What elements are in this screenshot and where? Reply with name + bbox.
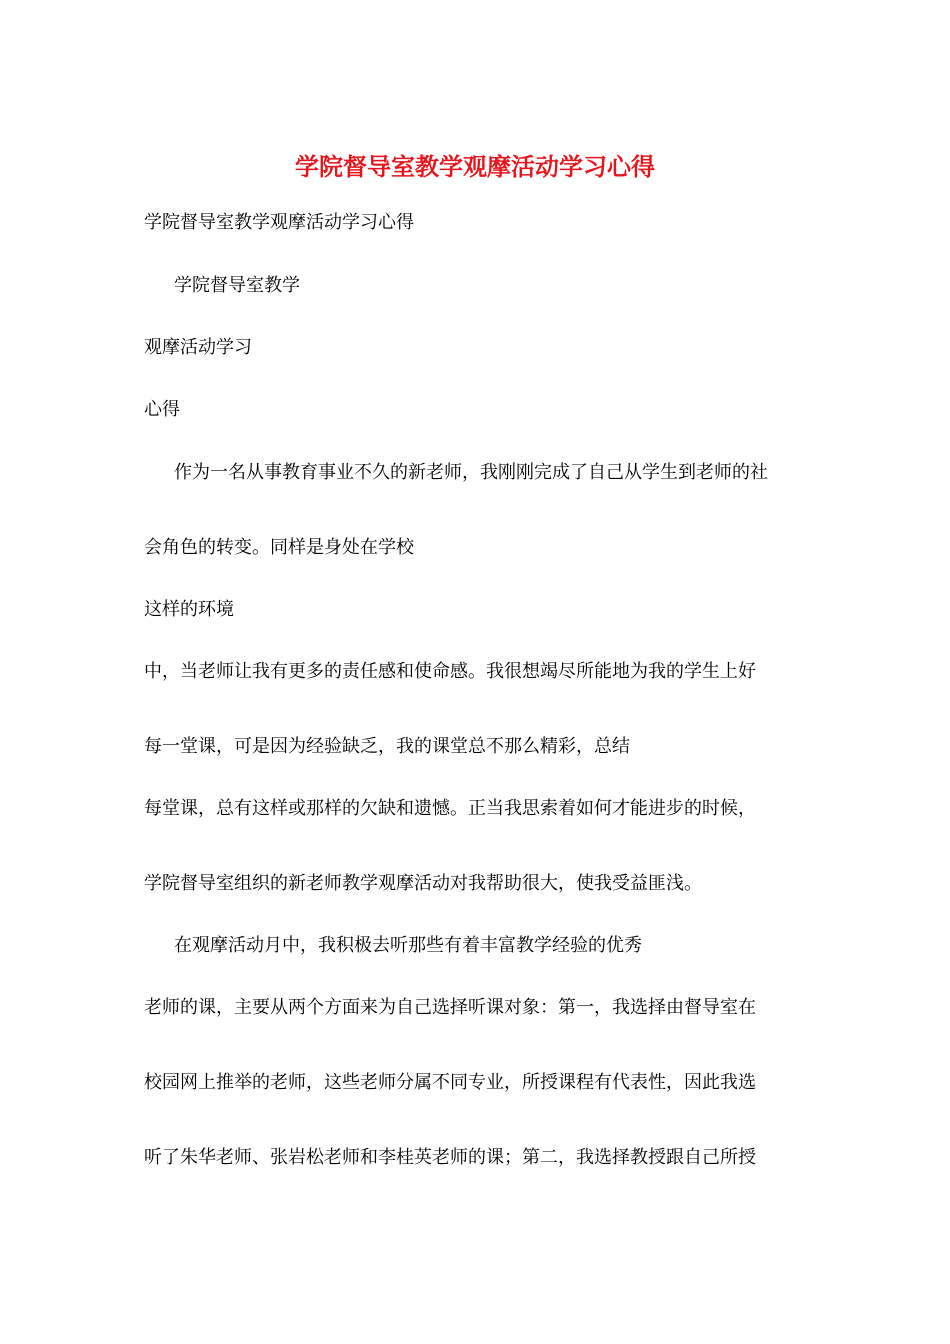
text-line: 这样的环境 (144, 599, 234, 620)
text-line: 学院督导室教学观摩活动学习心得 (144, 212, 414, 233)
text-line: 作为一名从事教育事业不久的新老师，我刚刚完成了自己从学生到老师的社 (174, 462, 768, 483)
text-line: 中，当老师让我有更多的责任感和使命感。我很想竭尽所能地为我的学生上好 (144, 661, 756, 682)
text-line: 在观摩活动月中，我积极去听那些有着丰富教学经验的优秀 (174, 935, 642, 956)
document-title: 学院督导室教学观摩活动学习心得 (295, 152, 655, 181)
text-line: 心得 (144, 399, 180, 420)
text-line: 每一堂课，可是因为经验缺乏，我的课堂总不那么精彩，总结 (144, 736, 630, 757)
text-line: 校园网上推举的老师，这些老师分属不同专业，所授课程有代表性，因此我选 (144, 1072, 756, 1093)
text-line: 学院督导室组织的新老师教学观摩活动对我帮助很大，使我受益匪浅。 (144, 873, 702, 894)
text-line: 学院督导室教学 (174, 275, 300, 296)
text-line: 听了朱华老师、张岩松老师和李桂英老师的课；第二，我选择教授跟自己所授 (144, 1147, 756, 1168)
text-line: 观摩活动学习 (144, 337, 252, 358)
text-line: 会角色的转变。同样是身处在学校 (144, 537, 414, 558)
text-line: 每堂课，总有这样或那样的欠缺和遗憾。正当我思索着如何才能进步的时候， (144, 798, 756, 819)
text-line: 老师的课，主要从两个方面来为自己选择听课对象：第一，我选择由督导室在 (144, 997, 756, 1018)
